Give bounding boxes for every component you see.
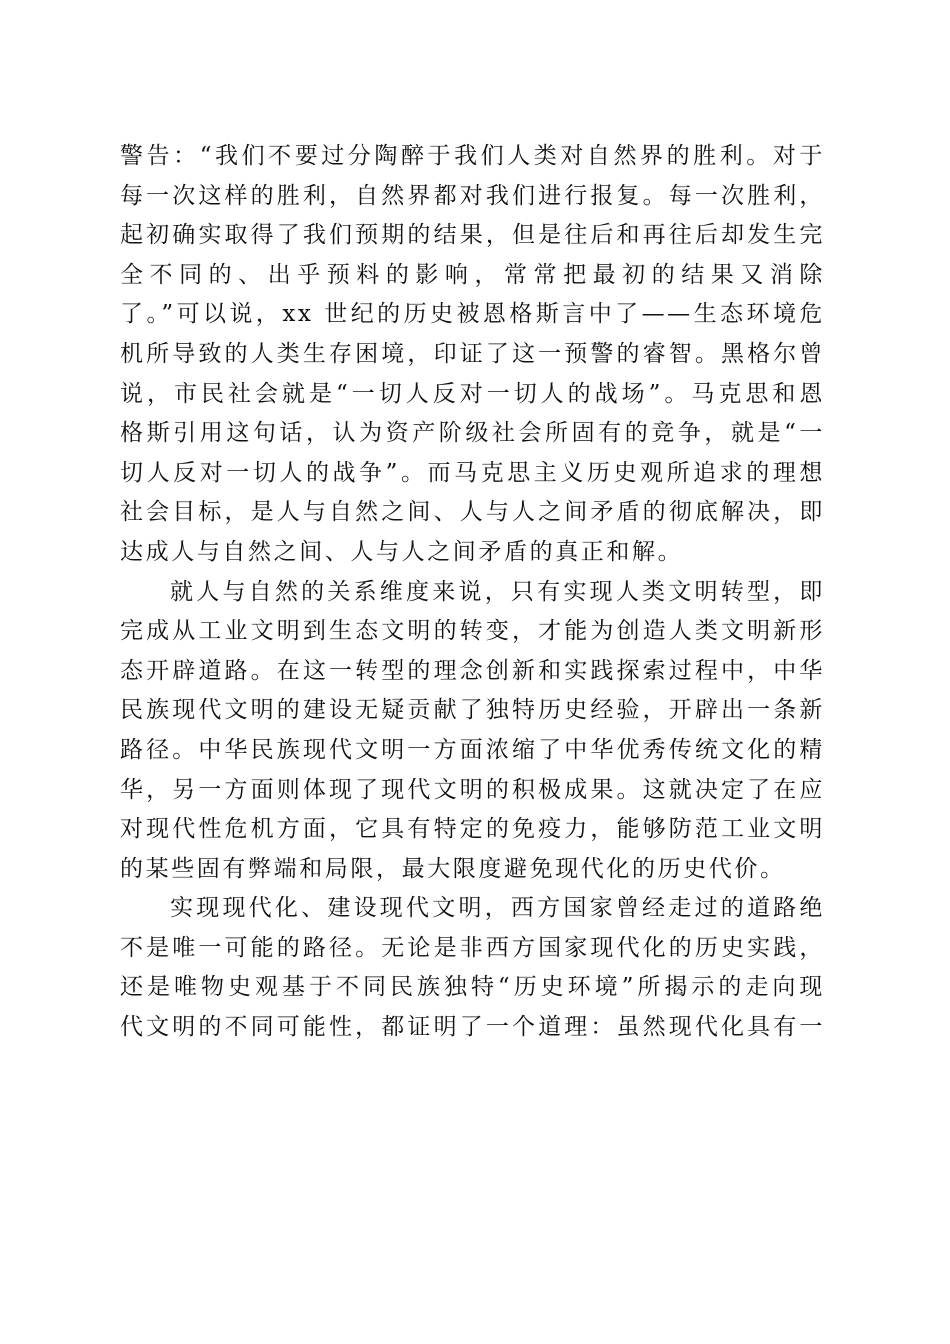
paragraph-1-line-1: 警告：“我们不要过分陶醉于我们人类对自然界的胜利。对于: [120, 143, 825, 169]
paragraph-1-line-5: 了。”可以说，xx 世纪的历史被恩格斯言中了——生态环境危: [120, 301, 825, 328]
paragraph-2-line-3: 态开辟道路。在这一转型的理念创新和实践探索过程中，中华: [120, 657, 825, 684]
paragraph-2-line-7: 对现代性危机方面，它具有特定的免疫力，能够防范工业文明: [120, 816, 825, 843]
paragraph-2-line-1: 就人与自然的关系维度来说，只有实现人类文明转型，即: [170, 578, 825, 605]
paragraph-1-line-8: 格斯引用这句话，认为资产阶级社会所固有的竞争，就是“一: [120, 420, 825, 447]
paragraph-2-line-4: 民族现代文明的建设无疑贡献了独特历史经验，开辟出一条新: [120, 697, 825, 724]
paragraph-3-line-4: 代文明的不同可能性，都证明了一个道理：虽然现代化具有一: [120, 1014, 825, 1041]
paragraph-2-line-6: 华，另一方面则体现了现代文明的积极成果。这就决定了在应: [120, 776, 825, 803]
paragraph-2-line-2: 完成从工业文明到生态文明的转变，才能为创造人类文明新形: [120, 618, 825, 645]
paragraph-1-line-10: 社会目标，是人与自然之间、人与人之间矛盾的彻底解决，即: [120, 499, 825, 526]
paragraph-2-line-8: 的某些固有弊端和局限，最大限度避免现代化的历史代价。: [120, 855, 786, 882]
paragraph-1-line-9: 切人反对一切人的战争”。而马克思主义历史观所追求的理想: [120, 459, 825, 486]
paragraph-1-line-6: 机所导致的人类生存困境，印证了这一预警的睿智。黑格尔曾: [120, 340, 825, 367]
paragraph-1-line-11: 达成人与自然之间、人与人之间矛盾的真正和解。: [120, 538, 684, 565]
paragraph-3-line-3: 还是唯物史观基于不同民族独特“历史环境”所揭示的走向现: [120, 974, 825, 1001]
paragraph-1-line-7: 说，市民社会就是“一切人反对一切人的战场”。马克思和恩: [120, 380, 825, 407]
paragraph-1-line-3: 起初确实取得了我们预期的结果，但是往后和再往后却发生完: [120, 222, 825, 249]
paragraph-2-line-5: 路径。中华民族现代文明一方面浓缩了中华优秀传统文化的精: [120, 736, 825, 763]
paragraph-3-line-2: 不是唯一可能的路径。无论是非西方国家现代化的历史实践，: [120, 934, 825, 961]
paragraph-1-line-2: 每一次这样的胜利，自然界都对我们进行报复。每一次胜利，: [120, 182, 825, 209]
document-body: [120, 137, 825, 1048]
paragraph-1-line-4: 全不同的、出乎预料的影响，常常把最初的结果又消除: [120, 261, 825, 288]
paragraph-3-line-1: 实现现代化、建设现代文明，西方国家曾经走过的道路绝: [170, 895, 825, 922]
